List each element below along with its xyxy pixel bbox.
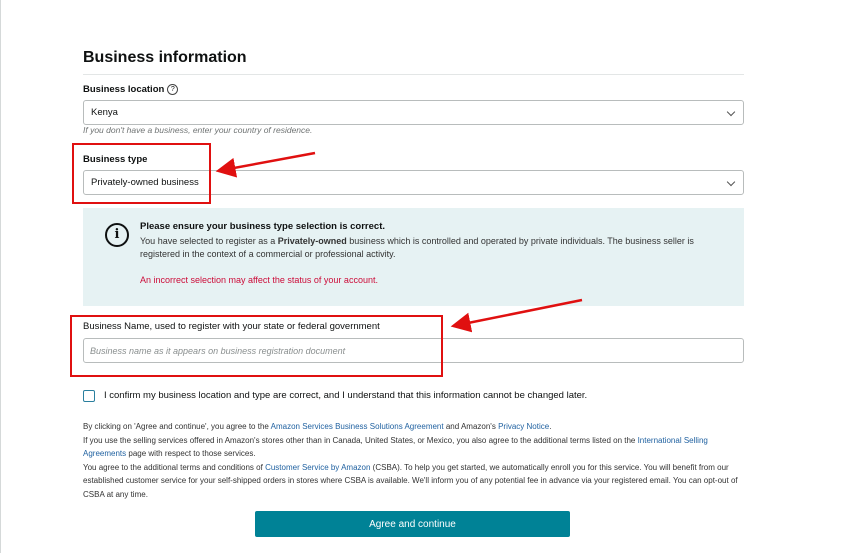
confirm-label[interactable]: I confirm my business location and type are correct, and I understand that this information cannot be changed later. (104, 390, 588, 401)
business-location-value: Kenya (91, 107, 118, 118)
legal-text-span: and Amazon's (443, 422, 499, 431)
business-location-hint: If you don't have a business, enter your country of residence. (83, 125, 313, 135)
business-type-alert (83, 208, 744, 306)
bsa-link[interactable]: Amazon Services Business Solutions Agreement (270, 422, 444, 431)
page-left-border (0, 0, 1, 553)
annotation-box-business-name (70, 315, 443, 377)
alert-warning: An incorrect selection may affect the status of your account. (140, 275, 378, 285)
legal-text-span: By clicking on 'Agree and continue', you agree to the (83, 422, 271, 431)
chevron-down-icon (727, 178, 735, 186)
business-location-select[interactable] (83, 100, 744, 125)
alert-body-bold: Privately-owned (277, 236, 347, 246)
annotation-arrow (223, 153, 315, 170)
legal-text-span: (CSBA). To help you get started, we automatically enroll you for this service. You will benefit from our established customer service for your self-shipped orders in stores where CSBA is available. We'll inform you of any potential fee in advance via your registered email. You can opt-out of CSBA at any time. (83, 462, 738, 499)
legal-text (83, 420, 748, 501)
alert-body-suffix: business which is controlled and operated by private individuals. The business seller is registered in the context of a commercial or professional activity. (140, 236, 694, 259)
alert-body-prefix: You have selected to register as a (140, 236, 278, 246)
chevron-down-icon (727, 108, 735, 116)
legal-text-span: You agree to the additional terms and conditions of (83, 462, 266, 472)
csba-link[interactable]: Customer Service by Amazon (265, 462, 371, 472)
international-selling-agreements-link[interactable]: International Selling Agreements (83, 435, 708, 458)
legal-paragraph-2 (83, 434, 748, 461)
legal-text-span: page with respect to those services. (126, 449, 256, 458)
alert-body (140, 235, 730, 260)
confirm-checkbox[interactable] (83, 390, 95, 402)
business-type-value: Privately-owned business (91, 177, 199, 188)
business-location-label-text: Business location (83, 84, 165, 95)
privacy-notice-link[interactable]: Privacy Notice (498, 422, 550, 431)
business-location-label (83, 84, 178, 95)
legal-paragraph-1 (83, 420, 748, 434)
business-name-label: Business Name, used to register with your state or federal government (83, 321, 380, 332)
agree-and-continue-button[interactable]: Agree and continue (255, 511, 570, 537)
legal-text-span: If you use the selling services offered in Amazon's stores other than in Canada, United States, or Mexico, you also agree to the additional terms listed on the (83, 435, 638, 445)
legal-paragraph-3 (83, 461, 748, 502)
info-icon: i (105, 223, 129, 247)
legal-text-span: . (549, 422, 552, 431)
business-type-label: Business type (83, 154, 148, 165)
title-divider (83, 74, 744, 75)
help-icon[interactable]: ? (167, 84, 178, 95)
alert-title: Please ensure your business type selection is correct. (140, 221, 385, 232)
annotation-box-business-type (72, 143, 211, 204)
page-title: Business information (83, 49, 247, 66)
